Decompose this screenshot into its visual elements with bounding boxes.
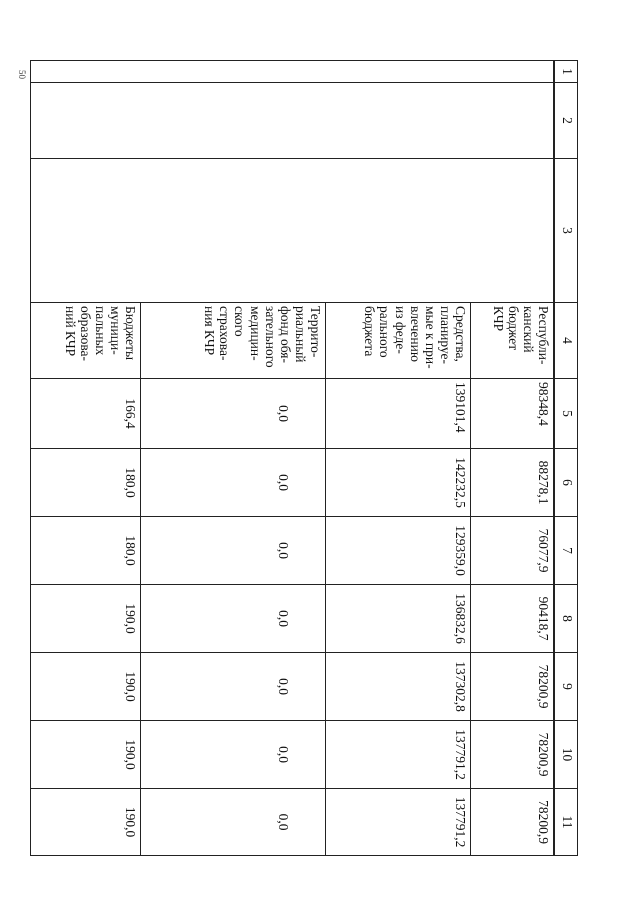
column-header: 5 [554,379,578,449]
value-cell: 137791,2 [326,789,471,856]
rotated-table-container [62,60,578,855]
row-label: Средства, планируе-мые к при-влечению из феде-рального бюджета [326,303,471,379]
row-label: Республи-канский бюджет КЧР [471,303,555,379]
value-cell: 180,0 [31,517,141,585]
value-cell: 78200,9 [471,653,555,721]
value-cell: 137302,8 [326,653,471,721]
column-header: 1 [554,61,578,83]
value-cell: 98348,4 [471,379,555,449]
column-header: 4 [554,303,578,379]
header-row [554,61,578,856]
value-cell: 142232,5 [326,449,471,517]
value-cell: 136832,6 [326,585,471,653]
column-header: 8 [554,585,578,653]
column-header: 2 [554,83,578,159]
column-header: 6 [554,449,578,517]
empty-cell [31,83,555,159]
row-label: Террито-риальный фонд обя-зательного медицин-ского страхова-ния КЧР [141,303,326,379]
value-cell: 0,0 [141,653,326,721]
row-label: Бюджеты муници-пальных образова-ний КЧР [31,303,141,379]
table-row [471,61,555,856]
value-cell: 0,0 [141,721,326,789]
value-cell: 78200,9 [471,789,555,856]
empty-cell [31,61,555,83]
column-header: 9 [554,653,578,721]
empty-cell [31,159,555,303]
value-cell: 88278,1 [471,449,555,517]
value-cell: 190,0 [31,789,141,856]
value-cell: 166,4 [31,379,141,449]
column-header: 10 [554,721,578,789]
value-cell: 0,0 [141,379,326,449]
value-cell: 137791,2 [326,721,471,789]
value-cell: 190,0 [31,721,141,789]
value-cell: 0,0 [141,449,326,517]
column-header: 3 [554,159,578,303]
column-header: 11 [554,789,578,856]
value-cell: 0,0 [141,789,326,856]
value-cell: 129359,0 [326,517,471,585]
value-cell: 78200,9 [471,721,555,789]
column-header: 7 [554,517,578,585]
value-cell: 190,0 [31,653,141,721]
page-number: 50 [17,70,27,79]
value-cell: 0,0 [141,517,326,585]
value-cell: 90418,7 [471,585,555,653]
budget-table [30,60,578,856]
value-cell: 139101,4 [326,379,471,449]
value-cell: 76077,9 [471,517,555,585]
value-cell: 180,0 [31,449,141,517]
value-cell: 190,0 [31,585,141,653]
value-cell: 0,0 [141,585,326,653]
